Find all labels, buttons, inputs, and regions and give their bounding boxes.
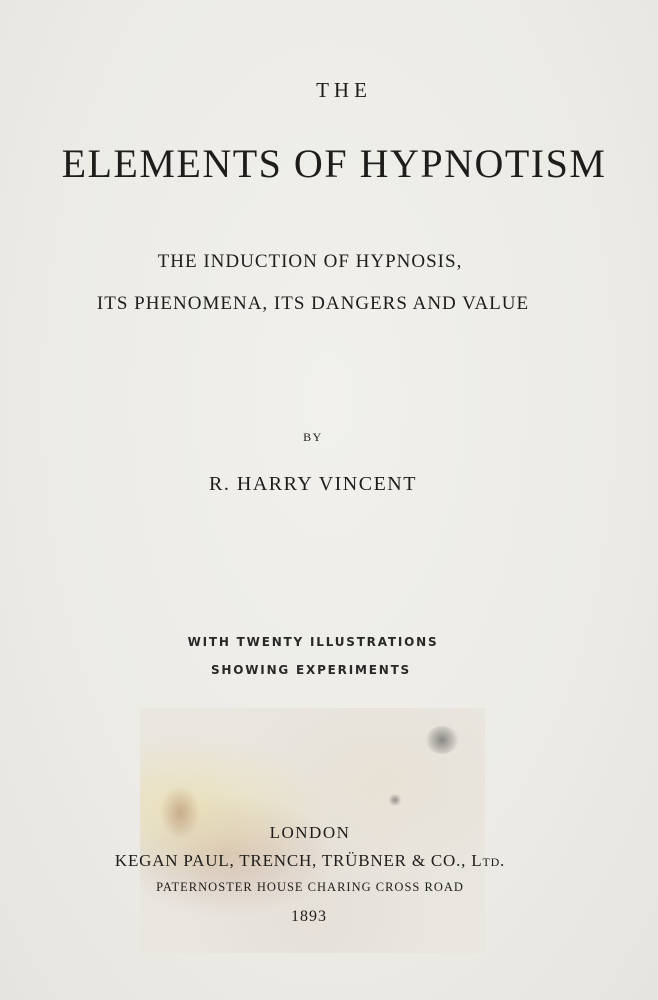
book-title: ELEMENTS OF HYPNOTISM [61, 141, 607, 186]
imprint-publisher [0, 851, 620, 871]
foxing-spot [425, 726, 459, 754]
title-article: THE [316, 78, 372, 102]
imprint-city: LONDON [269, 823, 351, 842]
publisher-suffix: Ltd. [471, 851, 506, 870]
subtitle-line-2: ITS PHENOMENA, ITS DANGERS AND VALUE [96, 293, 530, 314]
author-name: R. HARRY VINCENT [209, 473, 417, 495]
by-label: BY [303, 430, 323, 444]
foxing-spot [388, 794, 402, 806]
imprint-year: 1893 [291, 908, 327, 925]
imprint-address: PATERNOSTER HOUSE CHARING CROSS ROAD [156, 880, 464, 894]
publisher-name: KEGAN PAUL, TRENCH, TRÜBNER & CO., [114, 851, 467, 870]
illustrations-note-line-2: SHOWING EXPERIMENTS [210, 663, 411, 677]
subtitle-line-1: THE INDUCTION OF HYPNOSIS, [157, 251, 463, 272]
illustrations-note-line-1: WITH TWENTY ILLUSTRATIONS [187, 635, 439, 649]
